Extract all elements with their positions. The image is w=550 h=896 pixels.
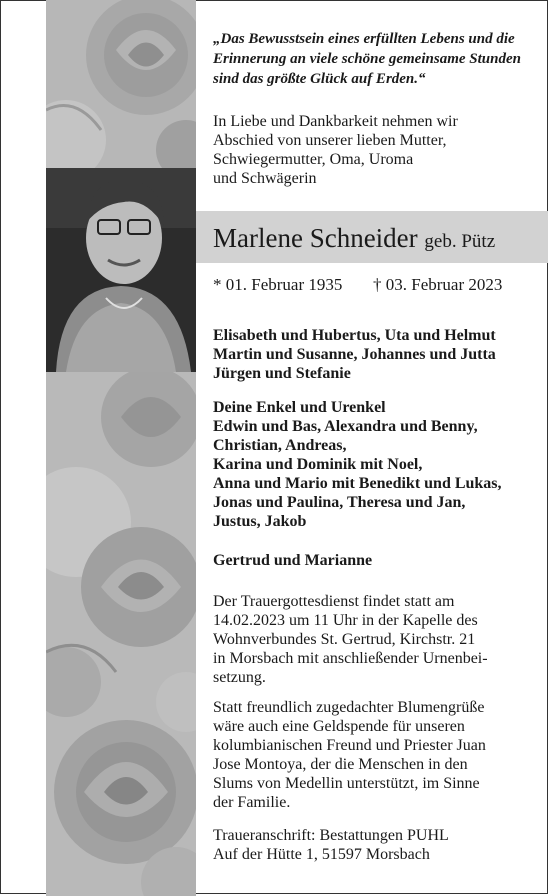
- service-line: in Morsbach mit anschließender Urnenbei-: [213, 650, 488, 667]
- mourner-line: Deine Enkel und Urenkel: [213, 399, 386, 416]
- farewell-line: und Schwägerin: [213, 170, 317, 187]
- mourner-line: Martin und Susanne, Johannes und Jutta: [213, 346, 496, 363]
- donation-line: der Familie.: [213, 794, 291, 811]
- address-line: Traueranschrift: Bestattungen PUHL: [213, 827, 449, 844]
- quote-line: „Das Bewusstsein eines erfüllten Lebens und die: [213, 31, 515, 47]
- mourner-line: Gertrud und Marianne: [213, 552, 373, 569]
- rose-image-bottom: [46, 372, 196, 896]
- life-dates: [213, 275, 503, 295]
- mourner-line: Christian, Andreas,: [213, 437, 347, 454]
- mourning-address: [213, 826, 449, 864]
- service-line: Der Trauergottesdienst findet statt am: [213, 593, 455, 610]
- death-date: † 03. Februar 2023: [373, 275, 503, 294]
- donation-line: Statt freundlich zugedachter Blumengrüße: [213, 699, 485, 716]
- deceased-full-name: Marlene Schneider: [213, 223, 418, 253]
- donation-line: Slums von Medellin unterstützt, im Sinne: [213, 775, 480, 792]
- quote-line: sind das größte Glück auf Erden.“: [213, 71, 426, 87]
- mourner-line: Edwin und Bas, Alexandra und Benny,: [213, 418, 478, 435]
- mourner-line: Anna und Mario mit Benedikt und Lukas,: [213, 475, 502, 492]
- service-info: [213, 592, 488, 687]
- service-line: 14.02.2023 um 11 Uhr in der Kapelle des: [213, 612, 478, 629]
- quote-line: Erinnerung an viele schöne gemeinsame Stunden: [213, 51, 521, 67]
- mourners-children: [213, 326, 496, 383]
- donation-line: wäre auch eine Geldspende für unseren: [213, 718, 465, 735]
- rose-image-top: [46, 0, 196, 168]
- mourner-line: Justus, Jakob: [213, 513, 307, 530]
- donation-line: kolumbianischen Freund und Priester Juan: [213, 737, 486, 754]
- farewell-text: [213, 112, 458, 188]
- farewell-line: In Liebe und Dankbarkeit nehmen wir: [213, 113, 458, 130]
- portrait-photo: [46, 168, 196, 372]
- address-line: Auf der Hütte 1, 51597 Morsbach: [213, 846, 430, 863]
- service-line: setzung.: [213, 669, 266, 686]
- birth-name: geb. Pütz: [424, 231, 496, 252]
- mourners-siblings: [213, 551, 372, 570]
- service-line: Wohnverbundes St. Gertrud, Kirchstr. 21: [213, 631, 476, 648]
- quote: [213, 29, 543, 89]
- deceased-name: [213, 223, 495, 254]
- mourner-line: Jürgen und Stefanie: [213, 365, 351, 382]
- birth-date: * 01. Februar 1935: [213, 275, 343, 294]
- mourner-line: Jonas und Paulina, Theresa und Jan,: [213, 494, 466, 511]
- donation-info: [213, 698, 486, 812]
- mourners-grandchildren: [213, 398, 502, 531]
- farewell-line: Schwiegermutter, Oma, Uroma: [213, 151, 414, 168]
- donation-line: Jose Montoya, der die Menschen in den: [213, 756, 468, 773]
- mourner-line: Karina und Dominik mit Noel,: [213, 456, 423, 473]
- farewell-line: Abschied von unserer lieben Mutter,: [213, 132, 447, 149]
- mourner-line: Elisabeth und Hubertus, Uta und Helmut: [213, 327, 496, 344]
